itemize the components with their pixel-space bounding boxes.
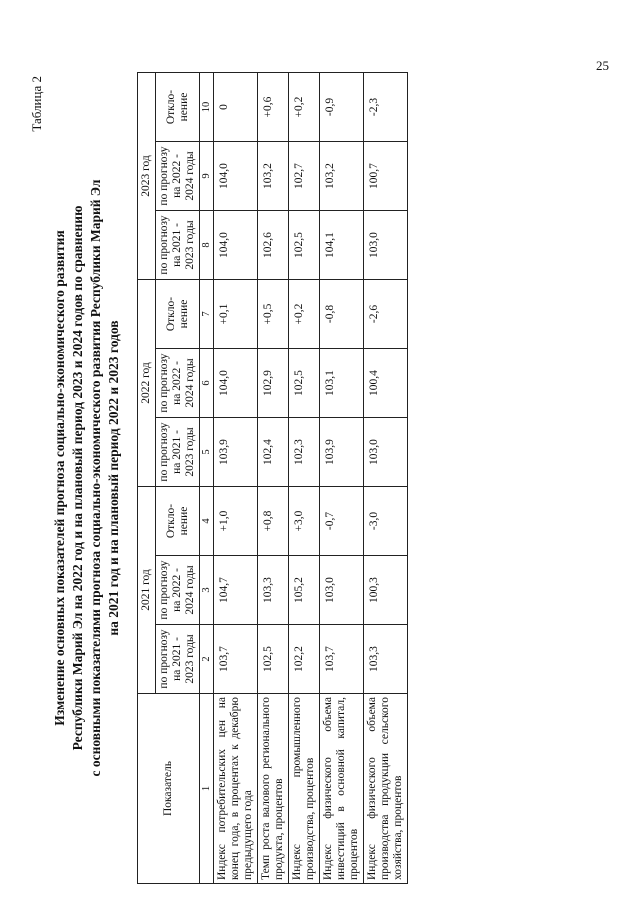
table-cell: 103,7 [214, 625, 258, 694]
header-year-2021: 2021 год [138, 487, 156, 694]
table-row [214, 73, 258, 884]
header-forecast-new: по прогнозу на 2022 - 2024 годы [156, 349, 200, 418]
table-cell: 103,9 [214, 418, 258, 487]
table-cell: 100,3 [364, 556, 408, 625]
table-cell: 103,3 [364, 625, 408, 694]
table-cell: 103,0 [364, 211, 408, 280]
row-label: Индекс физического объема производства продукции сельского хозяйства, процентов [364, 694, 408, 884]
table-cell: 102,5 [289, 349, 320, 418]
table-cell: 103,1 [320, 349, 364, 418]
column-number: 8 [200, 211, 214, 280]
column-number: 5 [200, 418, 214, 487]
table-cell: 104,0 [214, 211, 258, 280]
table-cell: +0,2 [289, 73, 320, 142]
header-deviation: Откло-нение [156, 280, 200, 349]
rotated-page-content [29, 68, 609, 888]
column-number: 1 [200, 694, 214, 884]
row-label: Темп роста валового регионального продукта, процентов [258, 694, 289, 884]
indicators-table [137, 72, 408, 884]
table-cell: 105,2 [289, 556, 320, 625]
table-cell: 104,0 [214, 142, 258, 211]
header-forecast-old: по прогнозу на 2021 - 2023 годы [156, 418, 200, 487]
table-cell: +0,6 [258, 73, 289, 142]
row-label: Индекс промышленного производства, процентов [289, 694, 320, 884]
table-cell: 102,5 [289, 211, 320, 280]
table-cell: 103,2 [320, 142, 364, 211]
table-cell: 100,7 [364, 142, 408, 211]
table-cell: 103,7 [320, 625, 364, 694]
header-deviation: Откло-нение [156, 73, 200, 142]
column-number: 9 [200, 142, 214, 211]
header-forecast-old: по прогнозу на 2021 - 2023 годы [156, 211, 200, 280]
table-cell: 102,3 [289, 418, 320, 487]
table-cell: 102,4 [258, 418, 289, 487]
column-number: 2 [200, 625, 214, 694]
table-cell: 102,9 [258, 349, 289, 418]
table-cell: 104,0 [214, 349, 258, 418]
header-indicator: Показатель [138, 694, 200, 884]
table-cell: +3,0 [289, 487, 320, 556]
table-row [364, 73, 408, 884]
table-cell: 102,7 [289, 142, 320, 211]
table-cell: +0,8 [258, 487, 289, 556]
table-cell: 103,3 [258, 556, 289, 625]
table-cell: 103,9 [320, 418, 364, 487]
table-cell: 102,6 [258, 211, 289, 280]
table-cell: -0,9 [320, 73, 364, 142]
table-cell: 103,2 [258, 142, 289, 211]
document-title [51, 68, 123, 888]
header-forecast-new: по прогнозу на 2022 - 2024 годы [156, 556, 200, 625]
table-caption: Таблица 2 [29, 76, 44, 132]
table-cell: +0,1 [214, 280, 258, 349]
header-forecast-old: по прогнозу на 2021 - 2023 годы [156, 625, 200, 694]
table-cell: 100,4 [364, 349, 408, 418]
column-number: 4 [200, 487, 214, 556]
table-row [258, 73, 289, 884]
column-number: 10 [200, 73, 214, 142]
table-cell: 103,0 [364, 418, 408, 487]
table-cell: +0,2 [289, 280, 320, 349]
table-cell: -2,6 [364, 280, 408, 349]
table-cell: -2,3 [364, 73, 408, 142]
title-line: Изменение основных показателей прогноза социально-экономического развития [52, 230, 67, 726]
column-number: 7 [200, 280, 214, 349]
header-year-2022: 2022 год [138, 280, 156, 487]
title-line: на 2021 год и на плановый период 2022 и 2023 годов [106, 320, 121, 636]
table-row [289, 73, 320, 884]
table-row [320, 73, 364, 884]
title-line: с основными показателями прогноза социально-экономического развития Республики Марий Эл [88, 179, 103, 777]
table-cell: 102,2 [289, 625, 320, 694]
page-number: 25 [596, 58, 609, 73]
table-cell: +0,5 [258, 280, 289, 349]
title-line: Республики Марий Эл на 2022 год и на плановый период 2023 и 2024 годов по сравнению [70, 205, 85, 751]
table-cell: 102,5 [258, 625, 289, 694]
table-cell: 104,7 [214, 556, 258, 625]
header-deviation: Откло-нение [156, 487, 200, 556]
table-cell: -3,0 [364, 487, 408, 556]
table-cell: +1,0 [214, 487, 258, 556]
table-cell: -0,8 [320, 280, 364, 349]
row-label: Индекс физического объема инвестиций в основной капитал, процентов [320, 694, 364, 884]
table-cell: 104,1 [320, 211, 364, 280]
column-number: 3 [200, 556, 214, 625]
table-cell: 0 [214, 73, 258, 142]
header-year-2023: 2023 год [138, 73, 156, 280]
column-number: 6 [200, 349, 214, 418]
header-forecast-new: по прогнозу на 2022 - 2024 годы [156, 142, 200, 211]
row-label: Индекс потребительских цен на конец года, в процентах к декабрю предыдущего года [214, 694, 258, 884]
table-cell: 103,0 [320, 556, 364, 625]
table-cell: -0,7 [320, 487, 364, 556]
